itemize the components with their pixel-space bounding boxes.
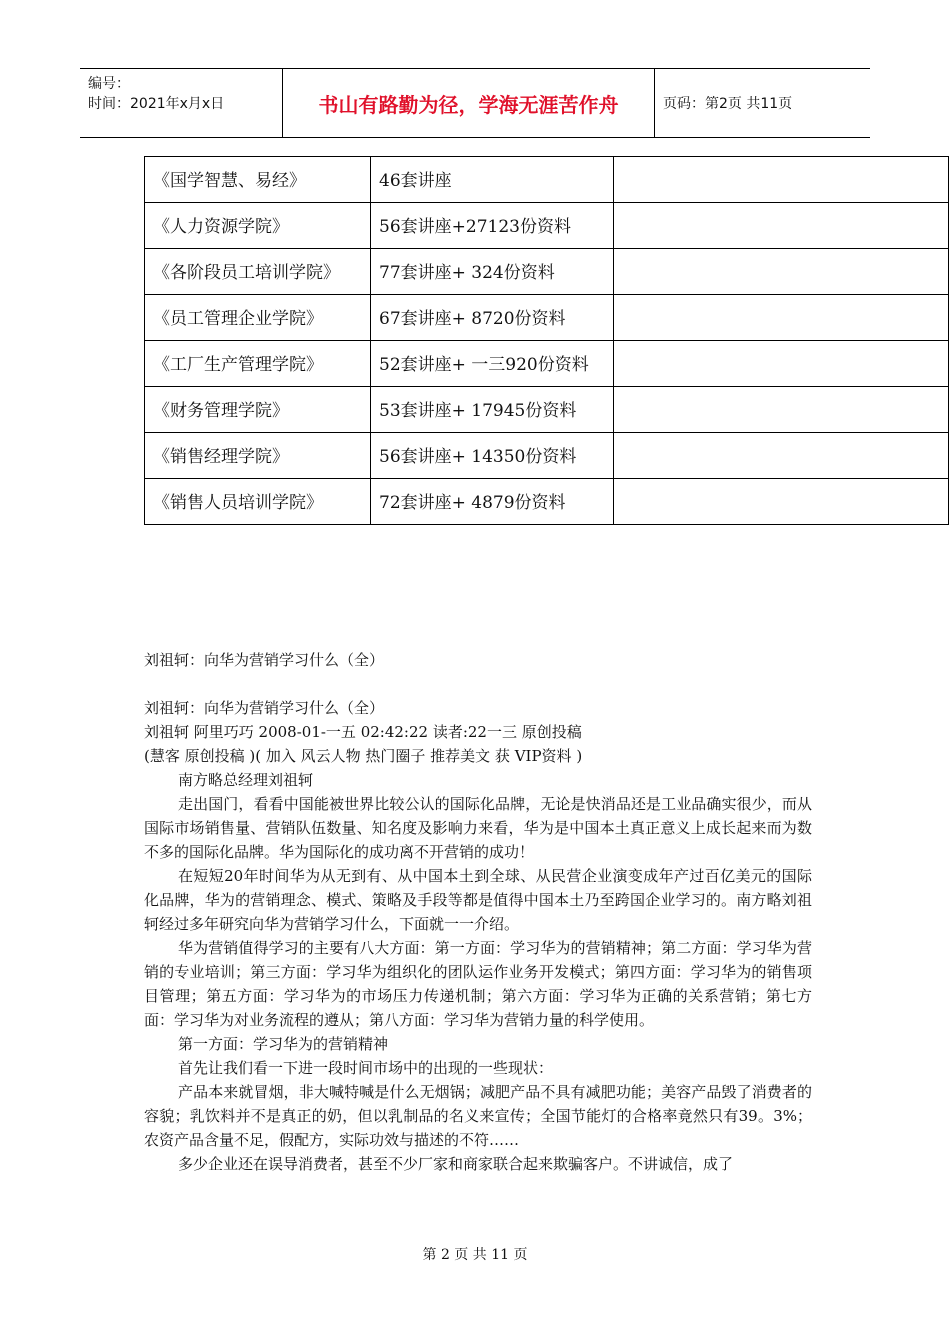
resource-content: 56套讲座+ 14350份资料 bbox=[371, 433, 614, 479]
motto-text: 书山有路勤为径，学海无涯苦作舟 bbox=[318, 92, 619, 117]
article-author: 南方略总经理刘祖轲 bbox=[178, 771, 314, 789]
resource-name: 《销售人员培训学院》 bbox=[145, 479, 371, 525]
section-heading: 第一方面：学习华为的营销精神 bbox=[178, 1035, 389, 1053]
resource-name: 《国学智慧、易经》 bbox=[145, 157, 371, 203]
paragraph: 产品本来就冒烟，非大喊特喊是什么无烟锅；减肥产品不具有减肥功能；美容产品毁了消费者的容貌；乳饮料并不是真正的奶，但以乳制品的名义来宣传；全国节能灯的合格率竟然只有39。3%；农资产品含量不足，假配方，实际功效与描述的不符…… bbox=[144, 1083, 812, 1149]
resource-name: 《人力资源学院》 bbox=[145, 203, 371, 249]
paragraph: 在短短20年时间华为从无到有、从中国本土到全球、从民营企业演变成年产过百亿美元的国际化品牌，华为的营销理念、模式、策略及手段等都是值得中国本土乃至跨国企业学习的。南方略刘祖轲经过多年研究向华为营销学习什么，下面就一一介绍。 bbox=[144, 867, 812, 933]
resource-name: 《销售经理学院》 bbox=[145, 433, 371, 479]
resource-row bbox=[145, 433, 949, 479]
resource-extra bbox=[614, 433, 949, 479]
resource-extra bbox=[614, 295, 949, 341]
resource-table bbox=[144, 156, 949, 525]
resource-content: 72套讲座+ 4879份资料 bbox=[371, 479, 614, 525]
resource-row bbox=[145, 295, 949, 341]
resource-extra bbox=[614, 203, 949, 249]
page-header bbox=[80, 68, 870, 138]
article-links: (慧客 原创投稿 )( 加入 风云人物 热门圈子 推荐美文 获 VIP资料 ) bbox=[144, 747, 583, 765]
resource-content: 77套讲座+ 324份资料 bbox=[371, 249, 614, 295]
resource-row bbox=[145, 203, 949, 249]
resource-name: 《员工管理企业学院》 bbox=[145, 295, 371, 341]
article-meta: 刘祖轲 阿里巧巧 2008-01-一五 02:42:22 读者:22一三 原创投稿 bbox=[144, 723, 582, 741]
resource-content: 56套讲座+27123份资料 bbox=[371, 203, 614, 249]
resource-row bbox=[145, 387, 949, 433]
page-footer: 第 2 页 共 11 页 bbox=[422, 1247, 528, 1263]
resource-row bbox=[145, 249, 949, 295]
resource-extra bbox=[614, 387, 949, 433]
resource-name: 《工厂生产管理学院》 bbox=[145, 341, 371, 387]
resource-row bbox=[145, 157, 949, 203]
article-body bbox=[144, 648, 812, 1176]
resource-extra bbox=[614, 249, 949, 295]
resource-content: 46套讲座 bbox=[371, 157, 614, 203]
paragraph: 华为营销值得学习的主要有八大方面：第一方面：学习华为的营销精神；第二方面：学习华为营销的专业培训；第三方面：学习华为组织化的团队运作业务开发模式；第四方面：学习华为的销售项目管理；第五方面：学习华为的市场压力传递机制；第六方面：学习华为正确的关系营销；第七方面：学习华为对业务流程的遵从；第八方面：学习华为营销力量的科学使用。 bbox=[144, 939, 812, 1029]
code-label: 编号： bbox=[88, 76, 130, 92]
paragraph: 首先让我们看一下进一段时间市场中的出现的一些现状： bbox=[178, 1059, 554, 1077]
header-motto bbox=[283, 69, 655, 137]
resource-name: 《各阶段员工培训学院》 bbox=[145, 249, 371, 295]
header-meta bbox=[80, 69, 283, 137]
resource-extra bbox=[614, 479, 949, 525]
time-label: 时间：2021年x月x日 bbox=[88, 96, 225, 112]
resource-content: 53套讲座+ 17945份资料 bbox=[371, 387, 614, 433]
resource-row bbox=[145, 341, 949, 387]
article-title: 刘祖轲：向华为营销学习什么（全） bbox=[144, 651, 385, 669]
resource-content: 67套讲座+ 8720份资料 bbox=[371, 295, 614, 341]
resource-extra bbox=[614, 341, 949, 387]
paragraph: 走出国门，看看中国能被世界比较公认的国际化品牌，无论是快消品还是工业品确实很少，而从国际市场销售量、营销队伍数量、知名度及影响力来看，华为是中国本土真正意义上成长起来而为数不多的国际化品牌。华为国际化的成功离不开营销的成功！ bbox=[144, 795, 812, 861]
resource-name: 《财务管理学院》 bbox=[145, 387, 371, 433]
resource-extra bbox=[614, 157, 949, 203]
paragraph: 多少企业还在误导消费者，甚至不少厂家和商家联合起来欺骗客户。不讲诚信，成了 bbox=[178, 1155, 734, 1173]
page-info: 页码：第2页 共11页 bbox=[663, 96, 793, 112]
article-title-repeat: 刘祖轲：向华为营销学习什么（全） bbox=[144, 699, 385, 717]
resource-row bbox=[145, 479, 949, 525]
resource-content: 52套讲座+ 一三920份资料 bbox=[371, 341, 614, 387]
